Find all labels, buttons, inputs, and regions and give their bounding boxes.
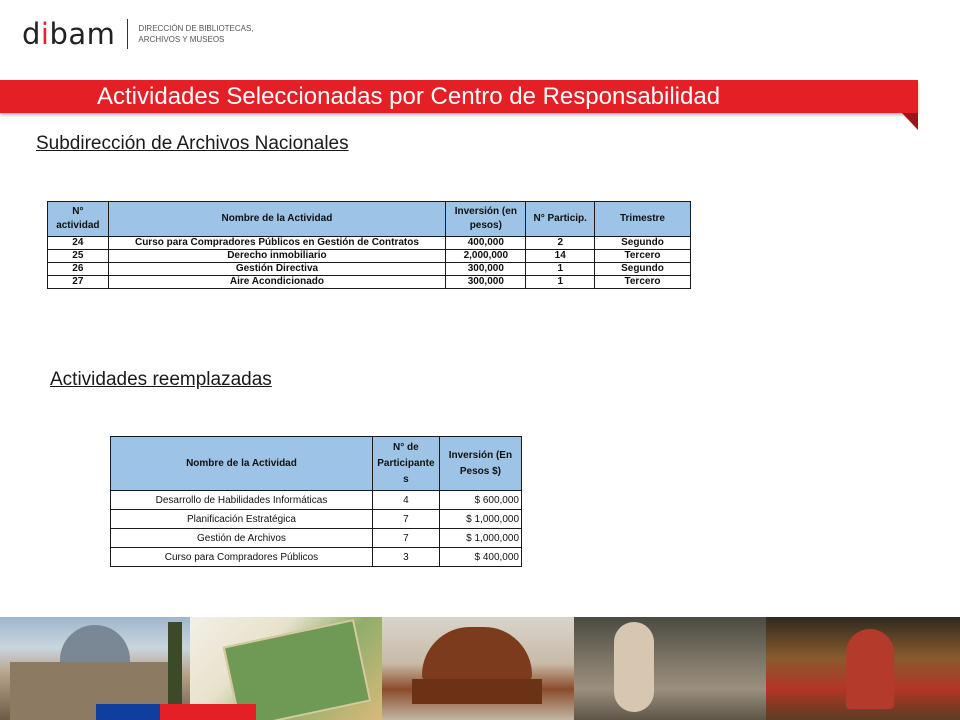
cell-inversion: $ 600,000: [439, 491, 521, 510]
logo-divider: [127, 19, 128, 49]
cell-participantes: 7: [372, 529, 439, 548]
cell-participantes: 3: [372, 548, 439, 567]
cell-trimestre: Tercero: [594, 250, 690, 263]
cell-inversion: $ 400,000: [439, 548, 521, 567]
logo-subtitle: [138, 23, 278, 45]
cell-numero: 24: [48, 237, 109, 250]
cell-participantes: 1: [526, 263, 594, 276]
selected-activities-table: [47, 201, 691, 289]
banner-fold: [902, 113, 918, 130]
table-row: [111, 548, 522, 567]
col-header-participantes: N° Particip.: [526, 202, 594, 237]
photo-colonial-painting: [766, 617, 960, 720]
painted-figure: [846, 629, 894, 709]
cell-participantes: 7: [372, 510, 439, 529]
slide-title: Actividades Seleccionadas por Centro de Responsabilidad: [97, 83, 721, 110]
table-row: [48, 237, 691, 250]
cell-nombre: Gestión Directiva: [108, 263, 445, 276]
inkstand-base: [412, 679, 542, 704]
section-title-reemplazadas: Actividades reemplazadas: [50, 369, 272, 390]
col-header-nombre: Nombre de la Actividad: [108, 202, 445, 237]
cell-nombre: Curso para Compradores Públicos en Gestión de Contratos: [108, 237, 445, 250]
logo-letter-i: i: [40, 17, 50, 51]
table-row: [48, 263, 691, 276]
logo-subtitle-line1: DIRECCIÓN DE BIBLIOTECAS,: [138, 24, 254, 33]
photo-carved-inkstand: [382, 617, 574, 720]
cell-inversion: 300,000: [446, 276, 526, 289]
table-header-row: [111, 437, 522, 491]
cell-participantes: 1: [526, 276, 594, 289]
cell-inversion: $ 1,000,000: [439, 529, 521, 548]
table-row: [48, 250, 691, 263]
col-header-trimestre: Trimestre: [594, 202, 690, 237]
cell-numero: 25: [48, 250, 109, 263]
cell-nombre: Gestión de Archivos: [111, 529, 373, 548]
cell-participantes: 14: [526, 250, 594, 263]
cell-inversion: 400,000: [446, 237, 526, 250]
cell-numero: 27: [48, 276, 109, 289]
cell-inversion: 2,000,000: [446, 250, 526, 263]
cell-nombre: Curso para Compradores Públicos: [111, 548, 373, 567]
cell-inversion: 300,000: [446, 263, 526, 276]
table-row: [111, 510, 522, 529]
table-row: [111, 529, 522, 548]
col-header-inversion: Inversión (en pesos): [446, 202, 526, 237]
table-row: [111, 491, 522, 510]
photo-archaeology-dig: [574, 617, 766, 720]
cell-inversion: $ 1,000,000: [439, 510, 521, 529]
museum-dome: [60, 625, 130, 665]
col-header-nombre: Nombre de la Actividad: [111, 437, 373, 491]
col-header-inversion: Inversión (En Pesos $): [439, 437, 521, 491]
cell-nombre: Derecho inmobiliario: [108, 250, 445, 263]
cell-trimestre: Tercero: [594, 276, 690, 289]
cell-nombre: Planificación Estratégica: [111, 510, 373, 529]
table-header-row: [48, 202, 691, 237]
section-title-archivos: Subdirección de Archivos Nacionales: [36, 133, 349, 154]
logo-letters-bam: bam: [49, 17, 116, 51]
col-header-numero: N° actividad: [48, 202, 109, 237]
table-row: [48, 276, 691, 289]
cell-nombre: Aire Acondicionado: [108, 276, 445, 289]
dibam-logo: [22, 16, 278, 52]
logo-subtitle-line2: ARCHIVOS Y MUSEOS: [138, 35, 225, 44]
cell-numero: 26: [48, 263, 109, 276]
cell-participantes: 2: [526, 237, 594, 250]
col-header-participantes: N° de Participante s: [372, 437, 439, 491]
carved-ornament: [422, 627, 532, 682]
logo-letter-d: d: [22, 17, 41, 51]
flag-stripe-blue: [96, 704, 160, 720]
logo-wordmark: [22, 17, 115, 51]
cell-trimestre: Segundo: [594, 237, 690, 250]
replaced-activities-table: [110, 436, 522, 567]
cell-trimestre: Segundo: [594, 263, 690, 276]
cell-participantes: 4: [372, 491, 439, 510]
archaeologist-figure: [614, 622, 654, 712]
flag-stripe-red: [160, 704, 256, 720]
cell-nombre: Desarrollo de Habilidades Informáticas: [111, 491, 373, 510]
